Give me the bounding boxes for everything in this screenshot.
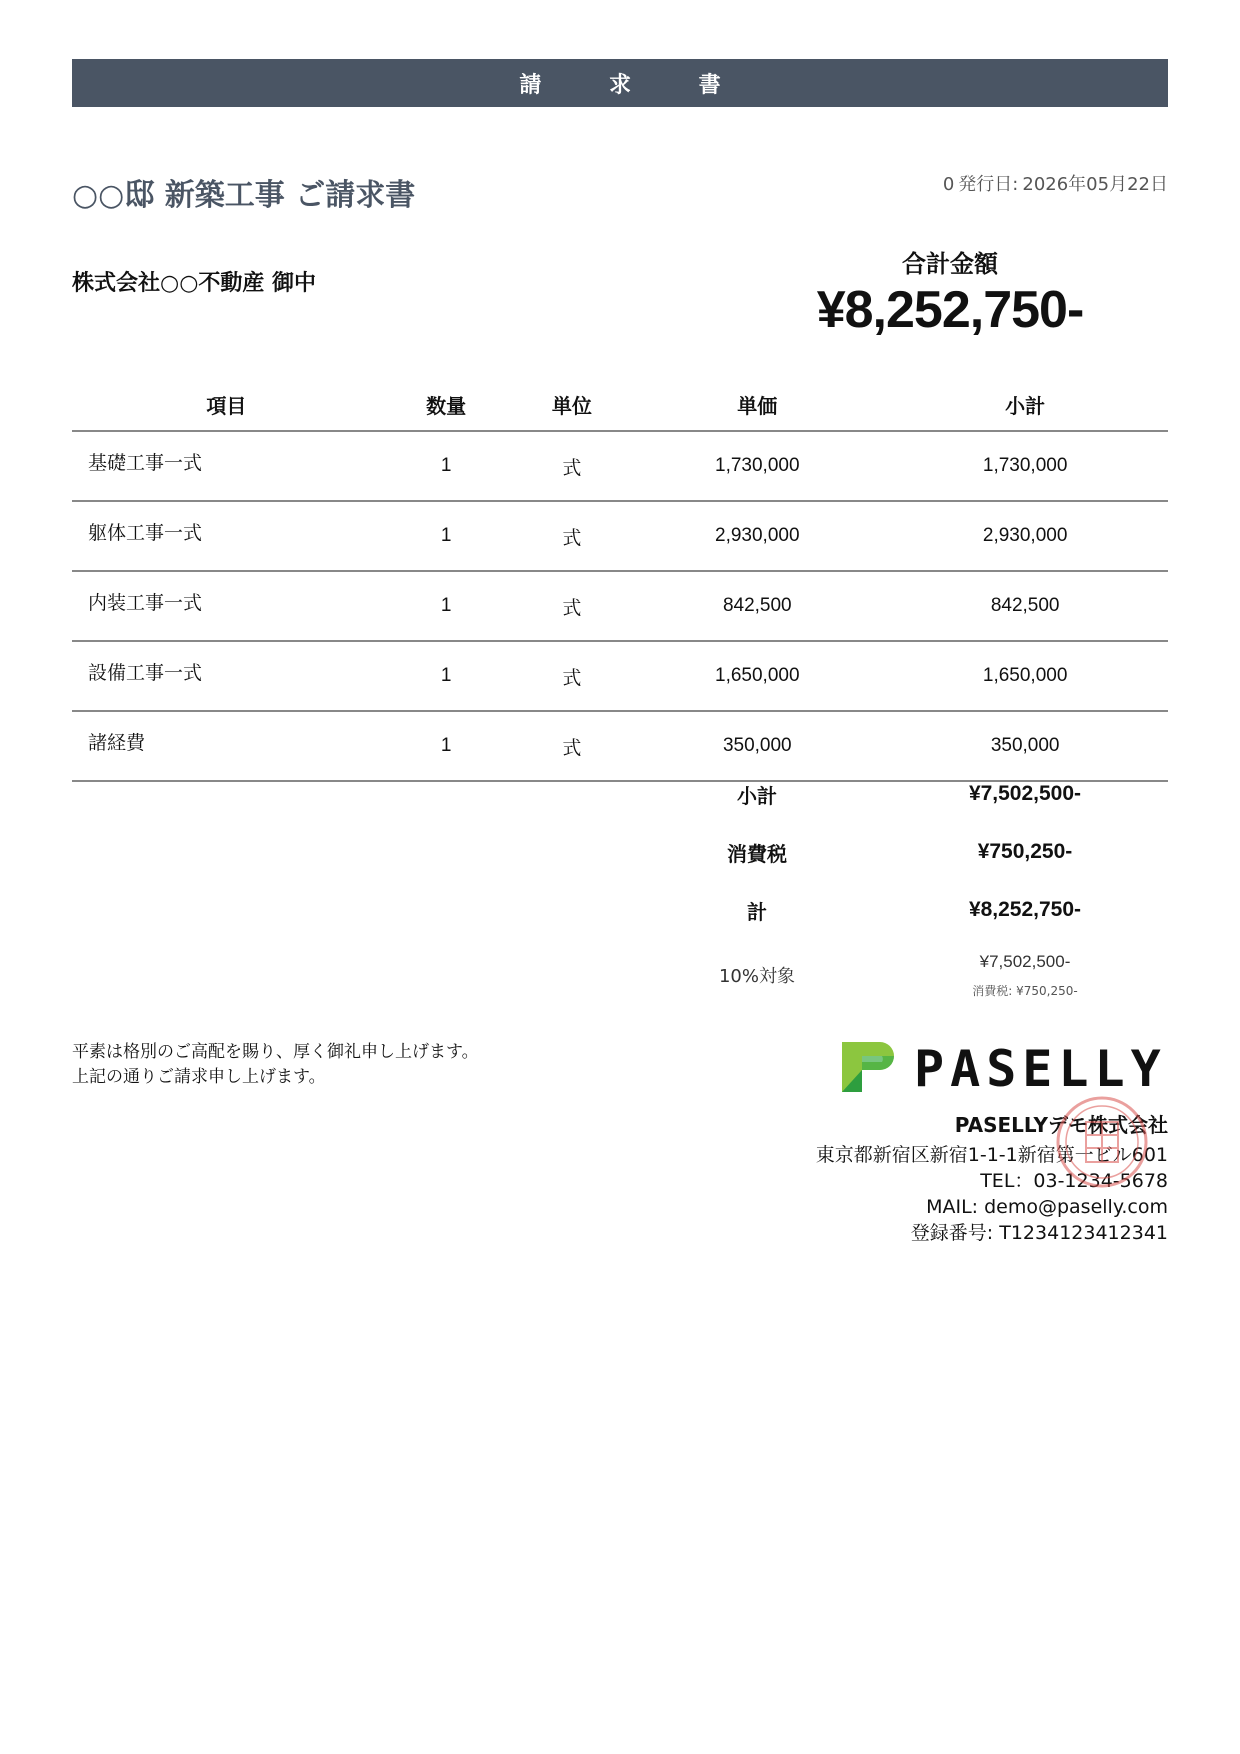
header-unit: 単位 — [511, 378, 632, 431]
table-row — [72, 571, 1168, 641]
line-items-table — [72, 378, 1168, 782]
invoice-title: ○○邸 新築工事 ご請求書 — [72, 178, 416, 213]
issue-number: 0 — [942, 174, 955, 195]
item-qty: 1 — [381, 501, 512, 571]
item-unit: 式 — [511, 641, 632, 711]
header-item: 項目 — [72, 378, 381, 431]
greeting-line-2: 上記の通りご請求申し上げます。 — [72, 1067, 326, 1087]
header-quantity: 数量 — [381, 378, 512, 431]
banner-title: 請 求 書 — [519, 72, 751, 98]
grand-total-label: 合計金額 — [902, 250, 998, 278]
item-qty: 1 — [381, 641, 512, 711]
item-unit: 式 — [511, 431, 632, 501]
item-unit: 式 — [511, 711, 632, 781]
document-type-banner — [72, 59, 1168, 107]
issuer-mail: MAIL: demo@paselly.com — [926, 1196, 1168, 1218]
item-price: 350,000 — [632, 711, 882, 781]
summary-total-value: ¥8,252,750- — [968, 898, 1082, 921]
passelly-leaf-icon — [836, 1036, 898, 1098]
item-price: 842,500 — [632, 571, 882, 641]
item-price: 1,730,000 — [632, 431, 882, 501]
tax-base-amount: ¥7,502,500- — [979, 952, 1071, 971]
item-subtotal: 1,730,000 — [882, 431, 1168, 501]
greeting-message — [72, 1040, 479, 1090]
issuer-company-name: PASELLYデモ株式会社 — [954, 1113, 1168, 1137]
item-unit: 式 — [511, 501, 632, 571]
tax-amount-note: 消費税: ¥750,250- — [972, 984, 1078, 998]
summary-tax-row — [632, 832, 1168, 872]
table-row — [72, 501, 1168, 571]
item-name: 躯体工事一式 — [72, 501, 381, 571]
table-header-row — [72, 378, 1168, 431]
table-row — [72, 641, 1168, 711]
item-qty: 1 — [381, 711, 512, 781]
summary-subtotal-row — [632, 774, 1168, 814]
item-subtotal: 842,500 — [882, 571, 1168, 641]
company-logo — [836, 1036, 1168, 1100]
item-subtotal: 350,000 — [882, 711, 1168, 781]
item-price: 2,930,000 — [632, 501, 882, 571]
item-qty: 1 — [381, 431, 512, 501]
summary-tax-label: 消費税 — [727, 841, 787, 866]
company-seal-stamp-icon — [1052, 1092, 1152, 1192]
item-name: 内装工事一式 — [72, 571, 381, 641]
summary-total-label: 計 — [747, 899, 767, 924]
issuer-address: 東京都新宿区新宿1-1-1新宿第一ビル601 — [815, 1144, 1168, 1166]
greeting-line-1: 平素は格別のご高配を賜り、厚く御礼申し上げます。 — [72, 1042, 479, 1062]
table-row — [72, 711, 1168, 781]
item-subtotal: 1,650,000 — [882, 641, 1168, 711]
summary-subtotal-value: ¥7,502,500- — [968, 782, 1082, 805]
table-row — [72, 431, 1168, 501]
header-subtotal: 小計 — [882, 378, 1168, 431]
issue-date-label: 発行日: — [958, 174, 1019, 195]
header-unit-price: 単価 — [632, 378, 882, 431]
item-subtotal: 2,930,000 — [882, 501, 1168, 571]
issuer-registration-number: 登録番号: T1234123412341 — [910, 1222, 1168, 1244]
summary-total-row — [632, 890, 1168, 930]
issuer-tel: TEL：03-1234-5678 — [980, 1170, 1168, 1192]
tax-rate-target: 10%対象 — [718, 966, 795, 987]
logo-wordmark: PASELLY — [914, 1040, 1167, 1098]
summary-subtotal-label: 小計 — [737, 783, 777, 808]
item-name: 諸経費 — [72, 711, 381, 781]
item-price: 1,650,000 — [632, 641, 882, 711]
issue-date: 2026年05月22日 — [1022, 174, 1168, 195]
issue-info — [939, 170, 1168, 196]
item-name: 基礎工事一式 — [72, 431, 381, 501]
grand-total-amount: ¥8,252,750- — [816, 281, 1084, 339]
item-name: 設備工事一式 — [72, 641, 381, 711]
item-qty: 1 — [381, 571, 512, 641]
recipient-name: 株式会社○○不動産 御中 — [72, 271, 317, 296]
item-unit: 式 — [511, 571, 632, 641]
summary-tax-value: ¥750,250- — [977, 840, 1073, 863]
